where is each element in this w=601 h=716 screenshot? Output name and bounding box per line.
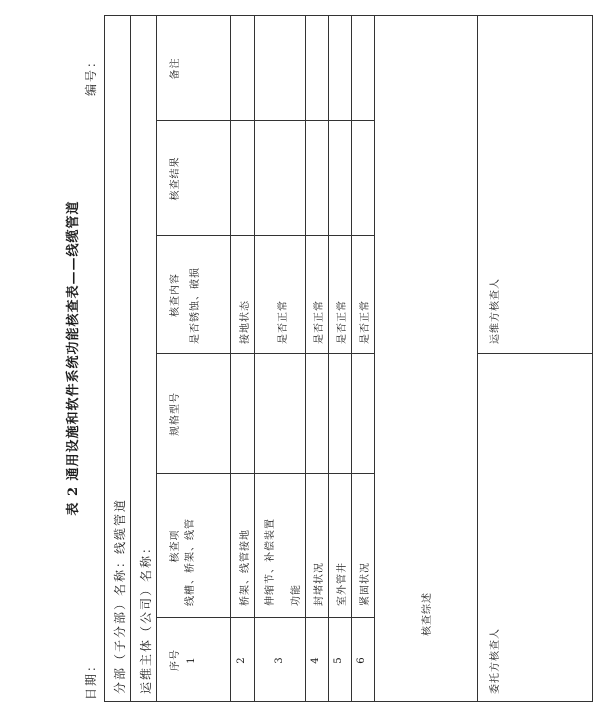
row-1-index: 1 xyxy=(186,656,197,664)
row-5-content: 是否正常 xyxy=(337,300,348,344)
row-5-index: 5 xyxy=(333,656,344,664)
header-note: 备注 xyxy=(170,57,181,80)
client-signature-label: 委托方核查人 xyxy=(490,628,501,694)
header-model: 规格型号 xyxy=(170,392,181,436)
row-3-index: 3 xyxy=(274,656,285,664)
date-label: 日期： xyxy=(84,657,98,700)
row-3-content: 是否正常 xyxy=(278,300,289,344)
owner-name-row: 运维主体（公司）名称： xyxy=(139,539,153,694)
row-4-content: 是否正常 xyxy=(314,300,325,344)
header-result: 核查结果 xyxy=(170,156,181,201)
header-index: 序号 xyxy=(170,649,181,671)
row-1-item: 线槽、桥架、线管 xyxy=(185,518,196,606)
row-4-item: 封堵状况 xyxy=(314,562,325,606)
operator-signature-label: 运维方核查人 xyxy=(490,278,501,344)
row-5-item: 室外管井 xyxy=(337,562,348,606)
serial-label: 编号： xyxy=(84,53,98,96)
row-2-index: 2 xyxy=(236,656,247,664)
row-2-item: 桥架、线管接地 xyxy=(240,529,251,606)
row-6-index: 6 xyxy=(356,656,367,664)
row-6-item: 紧固状况 xyxy=(360,562,371,606)
row-2-content: 接地状态 xyxy=(240,300,251,344)
row-3-item: 伸缩节、补偿装置功能 xyxy=(265,518,302,606)
row-1-content: 是否锈蚀、破损 xyxy=(190,267,201,344)
row-4-index: 4 xyxy=(310,656,321,664)
header-item: 核查项 xyxy=(170,529,181,563)
summary-label: 核查综述 xyxy=(422,592,433,636)
division-name-row: 分部（子分部）名称：线缆管道 xyxy=(113,497,127,694)
row-6-content: 是否正常 xyxy=(360,300,371,344)
document-title: 表 2 通用设施和软件系统功能核查表——线缆管道 xyxy=(66,200,81,516)
header-content: 核查内容 xyxy=(170,273,181,317)
